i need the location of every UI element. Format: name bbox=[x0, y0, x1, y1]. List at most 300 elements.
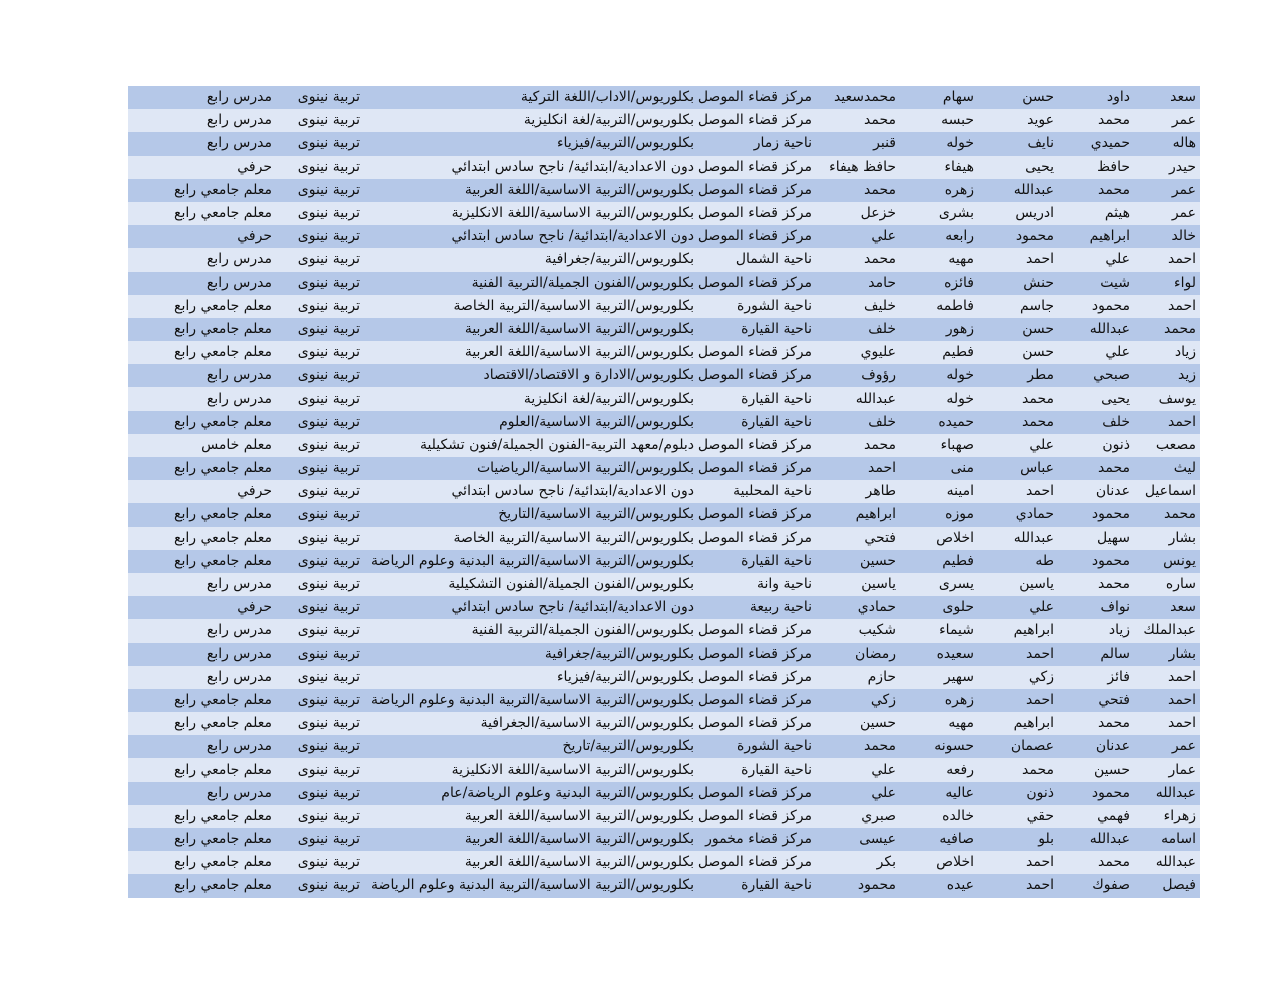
mother-name-cell: مهيه bbox=[900, 248, 978, 271]
job-title-cell: معلم جامعي رابع bbox=[128, 503, 276, 526]
mother-father-name-cell: صبري bbox=[816, 805, 900, 828]
first-name-cell: لواء bbox=[1134, 272, 1200, 295]
job-title-cell: مدرس رابع bbox=[128, 109, 276, 132]
job-title-cell: معلم جامعي رابع bbox=[128, 457, 276, 480]
mother-father-name-cell: علي bbox=[816, 225, 900, 248]
directorate-cell: تربية نينوى bbox=[276, 573, 364, 596]
directorate-cell: تربية نينوى bbox=[276, 480, 364, 503]
father-name-cell: حسين bbox=[1058, 758, 1134, 781]
grandfather-name-cell: ابراهيم bbox=[978, 712, 1058, 735]
directorate-cell: تربية نينوى bbox=[276, 689, 364, 712]
father-name-cell: محمد bbox=[1058, 851, 1134, 874]
grandfather-name-cell: ذنون bbox=[978, 782, 1058, 805]
mother-name-cell: حسونه bbox=[900, 735, 978, 758]
directorate-cell: تربية نينوى bbox=[276, 550, 364, 573]
mother-name-cell: اخلاص bbox=[900, 527, 978, 550]
job-title-cell: معلم جامعي رابع bbox=[128, 689, 276, 712]
mother-father-name-cell: محمود bbox=[816, 874, 900, 897]
mother-father-name-cell: محمد bbox=[816, 434, 900, 457]
father-name-cell: عدنان bbox=[1058, 480, 1134, 503]
father-name-cell: صفوك bbox=[1058, 874, 1134, 897]
job-title-cell: معلم جامعي رابع bbox=[128, 550, 276, 573]
table-row bbox=[128, 318, 1200, 341]
grandfather-name-cell: علي bbox=[978, 434, 1058, 457]
table-row bbox=[128, 202, 1200, 225]
mother-name-cell: فطيم bbox=[900, 341, 978, 364]
directorate-cell: تربية نينوى bbox=[276, 666, 364, 689]
qualification-cell: بكلوريوس/التربية/جغرافية bbox=[364, 248, 698, 271]
first-name-cell: عمار bbox=[1134, 758, 1200, 781]
job-title-cell: حرفي bbox=[128, 596, 276, 619]
table-row bbox=[128, 434, 1200, 457]
father-name-cell: محمد bbox=[1058, 573, 1134, 596]
grandfather-name-cell: محمد bbox=[978, 758, 1058, 781]
directorate-cell: تربية نينوى bbox=[276, 596, 364, 619]
first-name-cell: زهراء bbox=[1134, 805, 1200, 828]
job-title-cell: مدرس رابع bbox=[128, 619, 276, 642]
location-cell: ناحية الشورة bbox=[698, 295, 816, 318]
mother-name-cell: خوله bbox=[900, 387, 978, 410]
qualification-cell: بكلوريوس/التربية الاساسية/اللغة العربية bbox=[364, 851, 698, 874]
mother-father-name-cell: حمادي bbox=[816, 596, 900, 619]
first-name-cell: احمد bbox=[1134, 689, 1200, 712]
mother-father-name-cell: حازم bbox=[816, 666, 900, 689]
first-name-cell: محمد bbox=[1134, 318, 1200, 341]
mother-name-cell: عيده bbox=[900, 874, 978, 897]
job-title-cell: مدرس رابع bbox=[128, 364, 276, 387]
father-name-cell: علي bbox=[1058, 248, 1134, 271]
mother-name-cell: هيفاء bbox=[900, 156, 978, 179]
directorate-cell: تربية نينوى bbox=[276, 735, 364, 758]
location-cell: مركز قضاء الموصل bbox=[698, 434, 816, 457]
table-row bbox=[128, 735, 1200, 758]
grandfather-name-cell: محمود bbox=[978, 225, 1058, 248]
directorate-cell: تربية نينوى bbox=[276, 156, 364, 179]
location-cell: مركز قضاء الموصل bbox=[698, 712, 816, 735]
mother-name-cell: سهير bbox=[900, 666, 978, 689]
mother-name-cell: حميده bbox=[900, 411, 978, 434]
father-name-cell: ذنون bbox=[1058, 434, 1134, 457]
mother-father-name-cell: شكيب bbox=[816, 619, 900, 642]
job-title-cell: حرفي bbox=[128, 480, 276, 503]
table-row bbox=[128, 828, 1200, 851]
mother-father-name-cell: محمد bbox=[816, 109, 900, 132]
first-name-cell: احمد bbox=[1134, 712, 1200, 735]
table-row bbox=[128, 156, 1200, 179]
mother-father-name-cell: محمد bbox=[816, 248, 900, 271]
location-cell: مركز قضاء الموصل bbox=[698, 109, 816, 132]
first-name-cell: عمر bbox=[1134, 179, 1200, 202]
first-name-cell: احمد bbox=[1134, 248, 1200, 271]
qualification-cell: دون الاعدادية/ابتدائية/ ناجح سادس ابتدائي bbox=[364, 225, 698, 248]
directorate-cell: تربية نينوى bbox=[276, 805, 364, 828]
table-row bbox=[128, 295, 1200, 318]
table-row bbox=[128, 86, 1200, 109]
mother-name-cell: موزه bbox=[900, 503, 978, 526]
location-cell: ناحية القيارة bbox=[698, 318, 816, 341]
first-name-cell: فيصل bbox=[1134, 874, 1200, 897]
table-row bbox=[128, 643, 1200, 666]
directorate-cell: تربية نينوى bbox=[276, 86, 364, 109]
mother-name-cell: يسرى bbox=[900, 573, 978, 596]
location-cell: ناحية وانة bbox=[698, 573, 816, 596]
father-name-cell: سهيل bbox=[1058, 527, 1134, 550]
mother-father-name-cell: حامد bbox=[816, 272, 900, 295]
mother-father-name-cell: زكي bbox=[816, 689, 900, 712]
father-name-cell: نواف bbox=[1058, 596, 1134, 619]
grandfather-name-cell: جاسم bbox=[978, 295, 1058, 318]
directorate-cell: تربية نينوى bbox=[276, 527, 364, 550]
job-title-cell: مدرس رابع bbox=[128, 643, 276, 666]
job-title-cell: مدرس رابع bbox=[128, 735, 276, 758]
qualification-cell: بكلوريوس/الفنون الجميلة/الفنون التشكيلية bbox=[364, 573, 698, 596]
grandfather-name-cell: ابراهيم bbox=[978, 619, 1058, 642]
table-row bbox=[128, 712, 1200, 735]
job-title-cell: معلم جامعي رابع bbox=[128, 295, 276, 318]
qualification-cell: بكلوريوس/التربية/فيزياء bbox=[364, 132, 698, 155]
table-row bbox=[128, 596, 1200, 619]
qualification-cell: بكلوريوس/الادارة و الاقتصاد/الاقتصاد bbox=[364, 364, 698, 387]
table-row bbox=[128, 619, 1200, 642]
mother-father-name-cell: فتحي bbox=[816, 527, 900, 550]
location-cell: مركز قضاء الموصل bbox=[698, 527, 816, 550]
mother-name-cell: سعيده bbox=[900, 643, 978, 666]
table-row bbox=[128, 851, 1200, 874]
table-row bbox=[128, 179, 1200, 202]
qualification-cell: بكلوريوس/التربية الاساسية/التربية البدنية وعلوم الرياضة bbox=[364, 874, 698, 897]
directorate-cell: تربية نينوى bbox=[276, 295, 364, 318]
location-cell: مركز قضاء الموصل bbox=[698, 851, 816, 874]
grandfather-name-cell: بلو bbox=[978, 828, 1058, 851]
father-name-cell: فائز bbox=[1058, 666, 1134, 689]
table-row bbox=[128, 248, 1200, 271]
location-cell: مركز قضاء الموصل bbox=[698, 341, 816, 364]
mother-name-cell: شيماء bbox=[900, 619, 978, 642]
mother-father-name-cell: عيسى bbox=[816, 828, 900, 851]
qualification-cell: بكلوريوس/التربية/لغة انكليزية bbox=[364, 387, 698, 410]
mother-father-name-cell: رمضان bbox=[816, 643, 900, 666]
grandfather-name-cell: عباس bbox=[978, 457, 1058, 480]
location-cell: ناحية القيارة bbox=[698, 758, 816, 781]
table-row bbox=[128, 109, 1200, 132]
qualification-cell: بكلوريوس/التربية الاساسية/اللغة العربية bbox=[364, 318, 698, 341]
mother-father-name-cell: محمد bbox=[816, 735, 900, 758]
qualification-cell: بكلوريوس/التربية/فيزياء bbox=[364, 666, 698, 689]
table-body bbox=[128, 86, 1200, 898]
mother-father-name-cell: ياسين bbox=[816, 573, 900, 596]
location-cell: ناحية القيارة bbox=[698, 411, 816, 434]
father-name-cell: فهمي bbox=[1058, 805, 1134, 828]
mother-name-cell: امينه bbox=[900, 480, 978, 503]
qualification-cell: بكلوريوس/التربية الاساسية/اللغة الانكليزية bbox=[364, 758, 698, 781]
mother-name-cell: صافيه bbox=[900, 828, 978, 851]
first-name-cell: عبدالله bbox=[1134, 782, 1200, 805]
grandfather-name-cell: حسن bbox=[978, 341, 1058, 364]
location-cell: مركز قضاء الموصل bbox=[698, 202, 816, 225]
mother-name-cell: مهيه bbox=[900, 712, 978, 735]
mother-father-name-cell: رؤوف bbox=[816, 364, 900, 387]
first-name-cell: عمر bbox=[1134, 109, 1200, 132]
job-title-cell: مدرس رابع bbox=[128, 573, 276, 596]
grandfather-name-cell: مطر bbox=[978, 364, 1058, 387]
mother-name-cell: خالده bbox=[900, 805, 978, 828]
father-name-cell: علي bbox=[1058, 341, 1134, 364]
table-row bbox=[128, 457, 1200, 480]
table-row bbox=[128, 132, 1200, 155]
location-cell: مركز قضاء الموصل bbox=[698, 225, 816, 248]
location-cell: مركز قضاء الموصل bbox=[698, 503, 816, 526]
job-title-cell: معلم جامعي رابع bbox=[128, 758, 276, 781]
qualification-cell: دون الاعدادية/ابتدائية/ ناجح سادس ابتدائي bbox=[364, 480, 698, 503]
qualification-cell: دبلوم/معهد التربية-الفنون الجميلة/فنون تشكيلية bbox=[364, 434, 698, 457]
grandfather-name-cell: حسن bbox=[978, 86, 1058, 109]
job-title-cell: مدرس رابع bbox=[128, 248, 276, 271]
mother-father-name-cell: خلف bbox=[816, 411, 900, 434]
grandfather-name-cell: عصمان bbox=[978, 735, 1058, 758]
grandfather-name-cell: عبدالله bbox=[978, 179, 1058, 202]
table-row bbox=[128, 411, 1200, 434]
father-name-cell: فتحي bbox=[1058, 689, 1134, 712]
qualification-cell: بكلوريوس/التربية الاساسية/التربية البدنية وعلوم الرياضة bbox=[364, 550, 698, 573]
job-title-cell: حرفي bbox=[128, 156, 276, 179]
qualification-cell: بكلوريوس/التربية/لغة انكليزية bbox=[364, 109, 698, 132]
mother-father-name-cell: خليف bbox=[816, 295, 900, 318]
mother-father-name-cell: محمد bbox=[816, 179, 900, 202]
mother-name-cell: رفعه bbox=[900, 758, 978, 781]
directorate-cell: تربية نينوى bbox=[276, 828, 364, 851]
mother-father-name-cell: بكر bbox=[816, 851, 900, 874]
first-name-cell: سعد bbox=[1134, 596, 1200, 619]
directorate-cell: تربية نينوى bbox=[276, 109, 364, 132]
directorate-cell: تربية نينوى bbox=[276, 341, 364, 364]
grandfather-name-cell: ادريس bbox=[978, 202, 1058, 225]
grandfather-name-cell: احمد bbox=[978, 643, 1058, 666]
first-name-cell: حيدر bbox=[1134, 156, 1200, 179]
employee-table bbox=[128, 86, 1200, 898]
location-cell: ناحية زمار bbox=[698, 132, 816, 155]
father-name-cell: محمود bbox=[1058, 503, 1134, 526]
location-cell: ناحية القيارة bbox=[698, 387, 816, 410]
location-cell: ناحية الشمال bbox=[698, 248, 816, 271]
job-title-cell: مدرس رابع bbox=[128, 387, 276, 410]
mother-father-name-cell: ابراهيم bbox=[816, 503, 900, 526]
table-row bbox=[128, 527, 1200, 550]
first-name-cell: مصعب bbox=[1134, 434, 1200, 457]
location-cell: مركز قضاء مخمور bbox=[698, 828, 816, 851]
table-row bbox=[128, 805, 1200, 828]
location-cell: مركز قضاء الموصل bbox=[698, 156, 816, 179]
job-title-cell: مدرس رابع bbox=[128, 272, 276, 295]
grandfather-name-cell: حمادي bbox=[978, 503, 1058, 526]
father-name-cell: عبدالله bbox=[1058, 828, 1134, 851]
job-title-cell: معلم جامعي رابع bbox=[128, 411, 276, 434]
table-row bbox=[128, 573, 1200, 596]
table-row bbox=[128, 758, 1200, 781]
father-name-cell: محمود bbox=[1058, 782, 1134, 805]
job-title-cell: معلم جامعي رابع bbox=[128, 851, 276, 874]
directorate-cell: تربية نينوى bbox=[276, 179, 364, 202]
job-title-cell: مدرس رابع bbox=[128, 666, 276, 689]
directorate-cell: تربية نينوى bbox=[276, 619, 364, 642]
qualification-cell: بكلوريوس/الفنون الجميلة/التربية الفنية bbox=[364, 272, 698, 295]
father-name-cell: محمد bbox=[1058, 457, 1134, 480]
mother-father-name-cell: علي bbox=[816, 782, 900, 805]
mother-father-name-cell: طاهر bbox=[816, 480, 900, 503]
mother-father-name-cell: عبدالله bbox=[816, 387, 900, 410]
directorate-cell: تربية نينوى bbox=[276, 272, 364, 295]
mother-name-cell: حبسه bbox=[900, 109, 978, 132]
mother-father-name-cell: خلف bbox=[816, 318, 900, 341]
mother-name-cell: سهام bbox=[900, 86, 978, 109]
father-name-cell: هيثم bbox=[1058, 202, 1134, 225]
directorate-cell: تربية نينوى bbox=[276, 643, 364, 666]
table-row bbox=[128, 387, 1200, 410]
job-title-cell: حرفي bbox=[128, 225, 276, 248]
location-cell: مركز قضاء الموصل bbox=[698, 457, 816, 480]
job-title-cell: مدرس رابع bbox=[128, 132, 276, 155]
qualification-cell: دون الاعدادية/ابتدائية/ ناجح سادس ابتدائي bbox=[364, 596, 698, 619]
father-name-cell: حافظ bbox=[1058, 156, 1134, 179]
grandfather-name-cell: زكي bbox=[978, 666, 1058, 689]
job-title-cell: معلم جامعي رابع bbox=[128, 318, 276, 341]
qualification-cell: بكلوريوس/التربية الاساسية/اللغة العربية bbox=[364, 341, 698, 364]
first-name-cell: احمد bbox=[1134, 666, 1200, 689]
location-cell: مركز قضاء الموصل bbox=[698, 86, 816, 109]
qualification-cell: بكلوريوس/التربية الاساسية/اللغة العربية bbox=[364, 828, 698, 851]
father-name-cell: محمد bbox=[1058, 712, 1134, 735]
directorate-cell: تربية نينوى bbox=[276, 387, 364, 410]
mother-name-cell: حلوى bbox=[900, 596, 978, 619]
directorate-cell: تربية نينوى bbox=[276, 202, 364, 225]
first-name-cell: اسامه bbox=[1134, 828, 1200, 851]
qualification-cell: بكلوريوس/التربية الاساسية/الجغرافية bbox=[364, 712, 698, 735]
mother-name-cell: فطيم bbox=[900, 550, 978, 573]
grandfather-name-cell: عويد bbox=[978, 109, 1058, 132]
mother-father-name-cell: حسين bbox=[816, 712, 900, 735]
job-title-cell: معلم جامعي رابع bbox=[128, 202, 276, 225]
father-name-cell: عبدالله bbox=[1058, 318, 1134, 341]
location-cell: مركز قضاء الموصل bbox=[698, 782, 816, 805]
mother-father-name-cell: علي bbox=[816, 758, 900, 781]
directorate-cell: تربية نينوى bbox=[276, 411, 364, 434]
location-cell: ناحية الشورة bbox=[698, 735, 816, 758]
job-title-cell: معلم خامس bbox=[128, 434, 276, 457]
location-cell: مركز قضاء الموصل bbox=[698, 272, 816, 295]
location-cell: مركز قضاء الموصل bbox=[698, 805, 816, 828]
qualification-cell: بكلوريوس/الفنون الجميلة/التربية الفنية bbox=[364, 619, 698, 642]
table-row bbox=[128, 550, 1200, 573]
grandfather-name-cell: حقي bbox=[978, 805, 1058, 828]
table-row bbox=[128, 272, 1200, 295]
father-name-cell: شيت bbox=[1058, 272, 1134, 295]
first-name-cell: ليث bbox=[1134, 457, 1200, 480]
directorate-cell: تربية نينوى bbox=[276, 851, 364, 874]
directorate-cell: تربية نينوى bbox=[276, 364, 364, 387]
grandfather-name-cell: نايف bbox=[978, 132, 1058, 155]
first-name-cell: عمر bbox=[1134, 202, 1200, 225]
first-name-cell: اسماعيل bbox=[1134, 480, 1200, 503]
directorate-cell: تربية نينوى bbox=[276, 758, 364, 781]
grandfather-name-cell: احمد bbox=[978, 480, 1058, 503]
directorate-cell: تربية نينوى bbox=[276, 225, 364, 248]
directorate-cell: تربية نينوى bbox=[276, 457, 364, 480]
location-cell: مركز قضاء الموصل bbox=[698, 619, 816, 642]
father-name-cell: محمد bbox=[1058, 179, 1134, 202]
table-row bbox=[128, 689, 1200, 712]
first-name-cell: يوسف bbox=[1134, 387, 1200, 410]
qualification-cell: بكلوريوس/التربية الاساسية/التربية الخاصة bbox=[364, 295, 698, 318]
directorate-cell: تربية نينوى bbox=[276, 248, 364, 271]
grandfather-name-cell: محمد bbox=[978, 387, 1058, 410]
father-name-cell: محمود bbox=[1058, 550, 1134, 573]
mother-name-cell: خوله bbox=[900, 132, 978, 155]
qualification-cell: بكلوريوس/التربية البدنية وعلوم الرياضة/عام bbox=[364, 782, 698, 805]
father-name-cell: عدنان bbox=[1058, 735, 1134, 758]
location-cell: ناحية القيارة bbox=[698, 874, 816, 897]
first-name-cell: زياد bbox=[1134, 341, 1200, 364]
directorate-cell: تربية نينوى bbox=[276, 782, 364, 805]
qualification-cell: بكلوريوس/التربية/تاريخ bbox=[364, 735, 698, 758]
mother-name-cell: رابعه bbox=[900, 225, 978, 248]
first-name-cell: يونس bbox=[1134, 550, 1200, 573]
job-title-cell: معلم جامعي رابع bbox=[128, 341, 276, 364]
qualification-cell: دون الاعدادية/ابتدائية/ ناجح سادس ابتدائي bbox=[364, 156, 698, 179]
mother-name-cell: عاليه bbox=[900, 782, 978, 805]
location-cell: مركز قضاء الموصل bbox=[698, 179, 816, 202]
table-row bbox=[128, 341, 1200, 364]
qualification-cell: بكلوريوس/التربية/جغرافية bbox=[364, 643, 698, 666]
father-name-cell: صبحي bbox=[1058, 364, 1134, 387]
job-title-cell: معلم جامعي رابع bbox=[128, 828, 276, 851]
first-name-cell: احمد bbox=[1134, 411, 1200, 434]
mother-father-name-cell: عليوي bbox=[816, 341, 900, 364]
grandfather-name-cell: طه bbox=[978, 550, 1058, 573]
table-row bbox=[128, 666, 1200, 689]
grandfather-name-cell: احمد bbox=[978, 851, 1058, 874]
table-row bbox=[128, 364, 1200, 387]
location-cell: ناحية القيارة bbox=[698, 550, 816, 573]
first-name-cell: عبدالملك bbox=[1134, 619, 1200, 642]
location-cell: مركز قضاء الموصل bbox=[698, 364, 816, 387]
grandfather-name-cell: يحيى bbox=[978, 156, 1058, 179]
grandfather-name-cell: حنش bbox=[978, 272, 1058, 295]
directorate-cell: تربية نينوى bbox=[276, 503, 364, 526]
mother-name-cell: منى bbox=[900, 457, 978, 480]
job-title-cell: معلم جامعي رابع bbox=[128, 179, 276, 202]
mother-name-cell: زهره bbox=[900, 179, 978, 202]
mother-father-name-cell: حسين bbox=[816, 550, 900, 573]
mother-name-cell: بشرى bbox=[900, 202, 978, 225]
table-row bbox=[128, 874, 1200, 897]
mother-name-cell: صهباء bbox=[900, 434, 978, 457]
grandfather-name-cell: محمد bbox=[978, 411, 1058, 434]
grandfather-name-cell: ياسين bbox=[978, 573, 1058, 596]
qualification-cell: بكلوريوس/التربية الاساسية/الرياضيات bbox=[364, 457, 698, 480]
father-name-cell: محمود bbox=[1058, 295, 1134, 318]
directorate-cell: تربية نينوى bbox=[276, 434, 364, 457]
job-title-cell: معلم جامعي رابع bbox=[128, 874, 276, 897]
table-row bbox=[128, 225, 1200, 248]
mother-name-cell: زهور bbox=[900, 318, 978, 341]
job-title-cell: مدرس رابع bbox=[128, 782, 276, 805]
qualification-cell: بكلوريوس/التربية الاساسية/العلوم bbox=[364, 411, 698, 434]
father-name-cell: يحيى bbox=[1058, 387, 1134, 410]
grandfather-name-cell: علي bbox=[978, 596, 1058, 619]
first-name-cell: بشار bbox=[1134, 527, 1200, 550]
first-name-cell: سعد bbox=[1134, 86, 1200, 109]
first-name-cell: محمد bbox=[1134, 503, 1200, 526]
location-cell: مركز قضاء الموصل bbox=[698, 666, 816, 689]
